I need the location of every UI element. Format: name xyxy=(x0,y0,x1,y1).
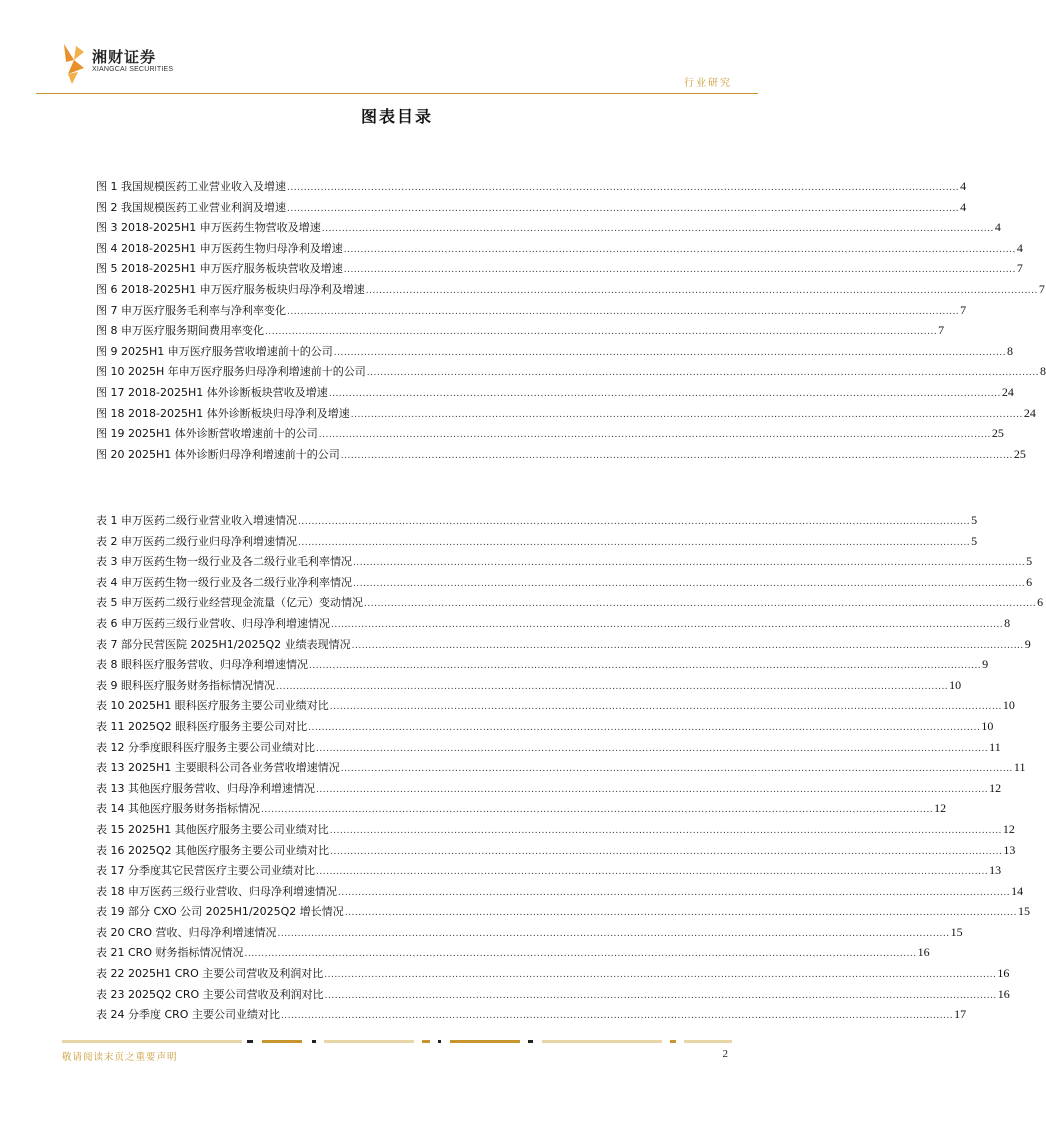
toc-entry-label: 表 23 2025Q2 CRO 主要公司营收及利润对比 xyxy=(96,987,324,1001)
toc-entry-label: 图 6 2018-2025H1 申万医疗服务板块归母净利及增速 xyxy=(96,282,365,296)
toc-entry-label: 表 3 申万医药生物一级行业及各二级行业毛利率情况 xyxy=(96,555,352,569)
figure-toc-entry[interactable] xyxy=(96,403,1036,424)
figure-toc-entry[interactable] xyxy=(96,197,967,218)
toc-entry-page: 16 xyxy=(917,945,930,960)
toc-entry-page: 25 xyxy=(991,426,1004,441)
table-toc-entry[interactable] xyxy=(96,922,963,943)
toc-entry-label: 表 7 部分民营医院 2025H1/2025Q2 业绩表现情况 xyxy=(96,637,351,651)
toc-entry-label: 表 13 2025H1 主要眼科公司各业务营收增速情况 xyxy=(96,761,340,775)
toc-entry-page: 6 xyxy=(1037,595,1044,610)
toc-entry-page: 7 xyxy=(1016,261,1023,276)
toc-entry-page: 9 xyxy=(982,657,989,672)
toc-entry-label: 图 17 2018-2025H1 体外诊断板块营收及增速 xyxy=(96,385,328,399)
toc-entry-page: 4 xyxy=(1016,240,1023,255)
toc-entry-label: 表 24 分季度 CRO 主要公司业绩对比 xyxy=(96,1008,280,1022)
brand-name: 湘财证券 xyxy=(92,48,157,66)
dot-leader: ........................................................................................................................................................................................................ xyxy=(298,537,971,548)
toc-entry-page: 16 xyxy=(997,986,1010,1001)
toc-entry-label: 表 18 申万医药三级行业营收、归母净利增速情况 xyxy=(96,884,337,898)
table-toc-entry[interactable] xyxy=(96,901,1030,922)
dot-leader: ........................................................................................................................................................................................................ xyxy=(364,599,1037,610)
toc-entry-label: 表 6 申万医药三级行业营收、归母净利增速情况 xyxy=(96,616,330,630)
page-number: 2 xyxy=(722,1048,728,1060)
dot-leader: ........................................................................................................................................................................................................ xyxy=(353,578,1026,589)
table-toc-entry[interactable] xyxy=(96,572,1033,593)
toc-entry-page: 25 xyxy=(1013,446,1026,461)
toc-entry-page: 12 xyxy=(1002,821,1015,836)
toc-entry-label: 表 17 分季度其它民营医疗主要公司业绩对比 xyxy=(96,864,315,878)
dot-leader: ........................................................................................................................................................................................................ xyxy=(261,805,934,816)
toc-entry-label: 表 4 申万医药生物一级行业及各二级行业净利率情况 xyxy=(96,575,352,589)
xiangcai-logo-icon xyxy=(62,42,86,86)
toc-entry-label: 图 20 2025H1 体外诊断归母净利增速前十的公司 xyxy=(96,447,340,461)
table-toc-entry[interactable] xyxy=(96,860,1002,881)
figure-toc-entry[interactable] xyxy=(96,176,967,197)
table-toc-entry[interactable] xyxy=(96,881,1024,902)
table-toc-entry[interactable] xyxy=(96,675,962,696)
toc-entry-label: 图 1 我国规模医药工业营业收入及增速 xyxy=(96,180,286,193)
dot-leader: ........................................................................................................................................................................................................ xyxy=(324,970,997,981)
dot-leader: ........................................................................................................................................................................................................ xyxy=(316,743,989,754)
table-toc-entry[interactable] xyxy=(96,716,994,737)
figure-toc-entry[interactable] xyxy=(96,300,967,321)
figure-toc-entry[interactable] xyxy=(96,217,1001,238)
toc-entry-label: 图 18 2018-2025H1 体外诊断板块归母净利及增速 xyxy=(96,406,350,420)
figure-toc-entry[interactable] xyxy=(96,444,1026,465)
toc-entry-label: 表 21 CRO 财务指标情况情况 xyxy=(96,946,244,960)
table-toc-entry[interactable] xyxy=(96,695,1015,716)
dot-leader: ........................................................................................................................................................................................................ xyxy=(309,661,982,672)
table-toc-entry[interactable] xyxy=(96,840,1016,861)
dot-leader: ........................................................................................................................................................................................................ xyxy=(287,203,960,214)
toc-entry-label: 表 14 其他医疗服务财务指标情况 xyxy=(96,802,260,816)
toc-entry-page: 12 xyxy=(989,780,1002,795)
toc-entry-page: 7 xyxy=(960,302,967,317)
footer-disclaimer: 敬请阅读末页之重要声明 xyxy=(62,1052,178,1063)
toc-entry-page: 24 xyxy=(1023,405,1036,420)
dot-leader: ........................................................................................................................................................................................................ xyxy=(318,430,991,441)
toc-entry-page: 9 xyxy=(1024,636,1031,651)
dot-leader: ........................................................................................................................................................................................................ xyxy=(287,183,960,193)
toc-entry-label: 表 12 分季度眼科医疗服务主要公司业绩对比 xyxy=(96,740,315,754)
footer-divider xyxy=(62,1040,732,1043)
toc-entry-page: 16 xyxy=(997,966,1010,981)
dot-leader: ........................................................................................................................................................................................................ xyxy=(324,990,997,1001)
figure-list xyxy=(96,176,1046,464)
table-toc-entry[interactable] xyxy=(96,778,1002,799)
dot-leader: ........................................................................................................................................................................................................ xyxy=(366,368,1039,379)
toc-entry-label: 表 15 2025H1 其他医疗服务主要公司业绩对比 xyxy=(96,822,329,836)
figure-toc-entry[interactable] xyxy=(96,341,1013,362)
toc-entry-page: 7 xyxy=(938,323,945,338)
table-toc-entry[interactable] xyxy=(96,592,1044,613)
toc-entry-label: 表 20 CRO 营收、归母净利增速情况 xyxy=(96,925,277,939)
header-divider xyxy=(36,93,758,94)
toc-entry-label: 图 5 2018-2025H1 申万医疗服务板块营收及增速 xyxy=(96,262,343,276)
toc-entry-page: 17 xyxy=(954,1007,967,1022)
toc-entry-page: 10 xyxy=(981,718,994,733)
toc-entry-label: 表 5 申万医药二级行业经营现金流量（亿元）变动情况 xyxy=(96,596,363,610)
dot-leader: ........................................................................................................................................................................................................ xyxy=(330,846,1003,857)
dot-leader: ........................................................................................................................................................................................................ xyxy=(321,224,994,235)
dot-leader: ........................................................................................................................................................................................................ xyxy=(344,908,1017,919)
toc-entry-label: 表 22 2025H1 CRO 主要公司营收及利润对比 xyxy=(96,967,324,981)
table-toc-entry[interactable] xyxy=(96,531,978,552)
toc-entry-label: 图 2 我国规模医药工业营业利润及增速 xyxy=(96,200,286,214)
toc-entry-label: 图 8 申万医疗服务期间费用率变化 xyxy=(96,324,264,338)
dot-leader: ........................................................................................................................................................................................................ xyxy=(350,409,1023,420)
figure-toc-entry[interactable] xyxy=(96,423,1004,444)
toc-entry-label: 表 11 2025Q2 眼科医疗服务主要公司对比 xyxy=(96,719,308,733)
dot-leader: ........................................................................................................................................................................................................ xyxy=(343,265,1016,276)
toc-entry-label: 图 4 2018-2025H1 申万医药生物归母净利及增速 xyxy=(96,241,343,255)
dot-leader: ........................................................................................................................................................................................................ xyxy=(333,347,1006,358)
table-toc-entry[interactable] xyxy=(96,757,1026,778)
dot-leader: ........................................................................................................................................................................................................ xyxy=(280,1011,954,1022)
toc-entry-label: 表 19 部分 CXO 公司 2025H1/2025Q2 增长情况 xyxy=(96,905,344,919)
toc-entry-page: 12 xyxy=(934,801,947,816)
toc-entry-page: 5 xyxy=(1026,554,1033,569)
toc-entry-label: 表 13 其他医疗服务营收、归母净利增速情况 xyxy=(96,781,315,795)
table-toc-entry[interactable] xyxy=(96,1004,967,1025)
toc-entry-page: 15 xyxy=(950,924,963,939)
toc-entry-page: 11 xyxy=(1013,760,1026,775)
toc-entry-label: 图 10 2025H 年申万医疗服务归母净利增速前十的公司 xyxy=(96,365,366,379)
toc-entry-page: 8 xyxy=(1006,343,1013,358)
table-toc-entry[interactable] xyxy=(96,613,1011,634)
table-toc-entry[interactable] xyxy=(96,510,978,531)
table-toc-entry[interactable] xyxy=(96,942,930,963)
figure-toc-entry[interactable] xyxy=(96,238,1023,259)
table-toc-entry[interactable] xyxy=(96,654,989,675)
toc-entry-label: 表 2 申万医药二级行业归母净利增速情况 xyxy=(96,534,297,548)
toc-entry-page: 8 xyxy=(1004,615,1011,630)
table-toc-entry[interactable] xyxy=(96,819,1015,840)
toc-entry-label: 表 8 眼科医疗服务营收、归母净利增速情况 xyxy=(96,658,308,672)
table-toc-entry[interactable] xyxy=(96,963,1010,984)
dot-leader: ........................................................................................................................................................................................................ xyxy=(329,825,1002,836)
figure-toc-entry[interactable] xyxy=(96,279,1045,300)
table-list xyxy=(96,510,1044,1025)
toc-entry-label: 表 10 2025H1 眼科医疗服务主要公司业绩对比 xyxy=(96,699,329,713)
dot-leader: ........................................................................................................................................................................................................ xyxy=(316,784,989,795)
toc-entry-page: 10 xyxy=(1002,698,1015,713)
table-toc-entry[interactable] xyxy=(96,984,1010,1005)
toc-entry-page: 15 xyxy=(1017,904,1030,919)
toc-entry-page: 13 xyxy=(989,863,1002,878)
section-label: 行业研究 xyxy=(684,78,732,89)
figure-toc-entry[interactable] xyxy=(96,382,1014,403)
dot-leader: ........................................................................................................................................................................................................ xyxy=(351,640,1024,651)
toc-entry-page: 8 xyxy=(1039,364,1046,379)
toc-entry-page: 5 xyxy=(971,533,978,548)
table-toc-entry[interactable] xyxy=(96,737,1001,758)
toc-entry-label: 图 3 2018-2025H1 申万医药生物营收及增速 xyxy=(96,221,321,235)
dot-leader: ........................................................................................................................................................................................................ xyxy=(365,285,1038,296)
brand-name-english: XIANGCAI SECURITIES xyxy=(92,66,174,73)
dot-leader: ........................................................................................................................................................................................................ xyxy=(329,702,1002,713)
figure-toc-entry[interactable] xyxy=(96,320,945,341)
toc-entry-page: 14 xyxy=(1011,883,1024,898)
toc-entry-page: 7 xyxy=(1038,281,1045,296)
dot-leader: ........................................................................................................................................................................................................ xyxy=(338,887,1011,898)
figure-toc-entry[interactable] xyxy=(96,258,1023,279)
toc-entry-page: 10 xyxy=(949,677,962,692)
dot-leader: ........................................................................................................................................................................................................ xyxy=(244,949,917,960)
dot-leader: ........................................................................................................................................................................................................ xyxy=(340,764,1013,775)
dot-leader: ........................................................................................................................................................................................................ xyxy=(340,450,1013,461)
toc-entry-page: 4 xyxy=(960,199,967,214)
toc-entry-label: 图 9 2025H1 申万医疗服务营收增速前十的公司 xyxy=(96,344,333,358)
toc-entry-page: 4 xyxy=(960,179,967,193)
page-header xyxy=(0,0,794,96)
dot-leader: ........................................................................................................................................................................................................ xyxy=(298,517,971,527)
dot-leader: ........................................................................................................................................................................................................ xyxy=(308,722,981,733)
toc-entry-label: 图 7 申万医疗服务毛利率与净利率变化 xyxy=(96,303,286,317)
toc-entry-label: 表 16 2025Q2 其他医疗服务主要公司业绩对比 xyxy=(96,843,330,857)
dot-leader: ........................................................................................................................................................................................................ xyxy=(316,867,989,878)
table-toc-entry[interactable] xyxy=(96,634,1031,655)
dot-leader: ........................................................................................................................................................................................................ xyxy=(276,681,949,692)
table-toc-entry[interactable] xyxy=(96,551,1033,572)
dot-leader: ........................................................................................................................................................................................................ xyxy=(328,388,1001,399)
toc-entry-label: 表 1 申万医药二级行业营业收入增速情况 xyxy=(96,514,297,527)
toc-entry-label: 表 9 眼科医疗服务财务指标情况情况 xyxy=(96,678,275,692)
toc-entry-page: 24 xyxy=(1001,384,1014,399)
dot-leader: ........................................................................................................................................................................................................ xyxy=(331,619,1004,630)
toc-entry-page: 11 xyxy=(989,739,1001,754)
page-title: 图表目录 xyxy=(360,107,433,126)
toc-entry-page: 5 xyxy=(971,513,978,527)
dot-leader: ........................................................................................................................................................................................................ xyxy=(265,327,938,338)
dot-leader: ........................................................................................................................................................................................................ xyxy=(353,558,1026,569)
dot-leader: ........................................................................................................................................................................................................ xyxy=(343,244,1016,255)
table-toc-entry[interactable] xyxy=(96,798,947,819)
toc-entry-label: 图 19 2025H1 体外诊断营收增速前十的公司 xyxy=(96,427,318,441)
dot-leader: ........................................................................................................................................................................................................ xyxy=(287,306,960,317)
toc-entry-page: 13 xyxy=(1003,842,1016,857)
toc-entry-page: 6 xyxy=(1026,574,1033,589)
toc-entry-page: 4 xyxy=(994,220,1001,235)
figure-toc-entry[interactable] xyxy=(96,361,1046,382)
dot-leader: ........................................................................................................................................................................................................ xyxy=(277,928,950,939)
